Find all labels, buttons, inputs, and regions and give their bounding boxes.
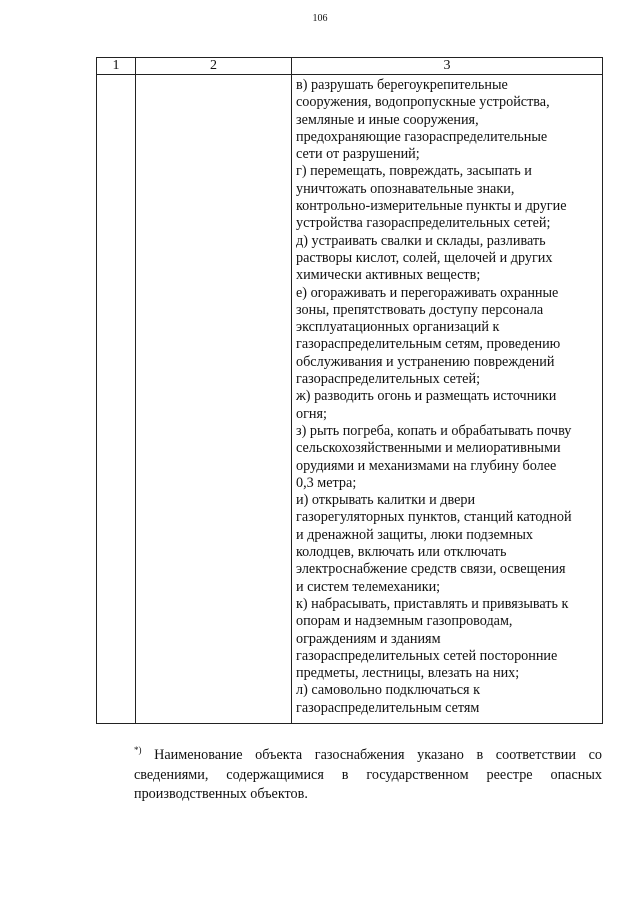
text-line: земляные и иные сооружения, bbox=[296, 111, 479, 128]
text-line: обслуживания и устранению повреждений bbox=[296, 353, 555, 370]
requirements-table bbox=[96, 57, 603, 724]
text-line: и систем телемеханики; bbox=[296, 578, 441, 595]
text-line: опорам и надземным газопроводам, bbox=[296, 613, 513, 630]
footnote-text: Наименование объекта газоснабжения указано в соответствии со сведениями, содержащимися в государственном реестре опасных производственных объектов. bbox=[134, 747, 602, 802]
footnote-paragraph bbox=[96, 741, 602, 805]
cell-col-3 bbox=[292, 75, 603, 724]
text-line: контрольно-измерительные пункты и другие bbox=[296, 198, 567, 215]
text-line: г) перемещать, повреждать, засыпать и bbox=[296, 163, 532, 180]
text-line: ограждениям и зданиям bbox=[296, 630, 441, 647]
text-line: сети от разрушений; bbox=[296, 146, 420, 163]
text-line: химически активных веществ; bbox=[296, 267, 481, 284]
text-line: уничтожать опознавательные знаки, bbox=[296, 180, 515, 197]
text-line: и дренажной защиты, люки подземных bbox=[296, 526, 533, 543]
text-line: устройства газораспределительных сетей; bbox=[296, 215, 551, 232]
text-line: е) огораживать и перегораживать охранные bbox=[296, 284, 559, 301]
footnote-marker: *) bbox=[134, 745, 142, 755]
text-line: в) разрушать берегоукрепительные bbox=[296, 77, 508, 93]
column-header-1: 1 bbox=[97, 58, 136, 75]
text-line: газораспределительным сетям, проведению bbox=[296, 336, 561, 353]
table-header-row bbox=[97, 58, 603, 75]
text-line: сооружения, водопропускные устройства, bbox=[296, 94, 550, 111]
footnote bbox=[96, 741, 602, 805]
text-line: орудиями и механизмами на глубину более bbox=[296, 457, 557, 474]
text-line: газораспределительных сетей; bbox=[296, 371, 481, 388]
column-header-2: 2 bbox=[136, 58, 292, 75]
text-line: огня; bbox=[296, 405, 327, 422]
text-line: газорегуляторных пунктов, станций катодной bbox=[296, 509, 572, 526]
cell-col-2 bbox=[136, 75, 292, 724]
page-number: 106 bbox=[312, 13, 328, 24]
text-line: и) открывать калитки и двери bbox=[296, 492, 476, 509]
text-line: 0,3 метра; bbox=[296, 474, 357, 491]
text-line: ж) разводить огонь и размещать источники bbox=[296, 388, 557, 405]
text-line: предохраняющие газораспределительные bbox=[296, 128, 548, 145]
text-line: д) устраивать свалки и склады, разливать bbox=[296, 232, 546, 249]
column-header-3: 3 bbox=[292, 58, 603, 75]
cell-col-1 bbox=[97, 75, 136, 724]
text-line: зоны, препятствовать доступу персонала bbox=[296, 301, 544, 318]
text-line: эксплуатационных организаций к bbox=[296, 319, 500, 336]
text-line: газораспределительных сетей посторонние bbox=[296, 647, 558, 664]
prohibitions-list bbox=[292, 75, 602, 723]
text-line: к) набрасывать, приставлять и привязывать к bbox=[296, 595, 569, 612]
text-line: з) рыть погреба, копать и обрабатывать почву bbox=[296, 422, 572, 439]
text-line: газораспределительным сетям bbox=[296, 699, 480, 716]
text-line: предметы, лестницы, влезать на них; bbox=[296, 665, 520, 682]
text-line: сельскохозяйственными и мелиоративными bbox=[296, 440, 561, 457]
text-line: растворы кислот, солей, щелочей и других bbox=[296, 249, 553, 266]
text-line: электроснабжение средств связи, освещения bbox=[296, 561, 566, 578]
text-line: колодцев, включать или отключать bbox=[296, 544, 507, 561]
text-line: л) самовольно подключаться к bbox=[296, 682, 481, 699]
table-row bbox=[97, 75, 603, 724]
